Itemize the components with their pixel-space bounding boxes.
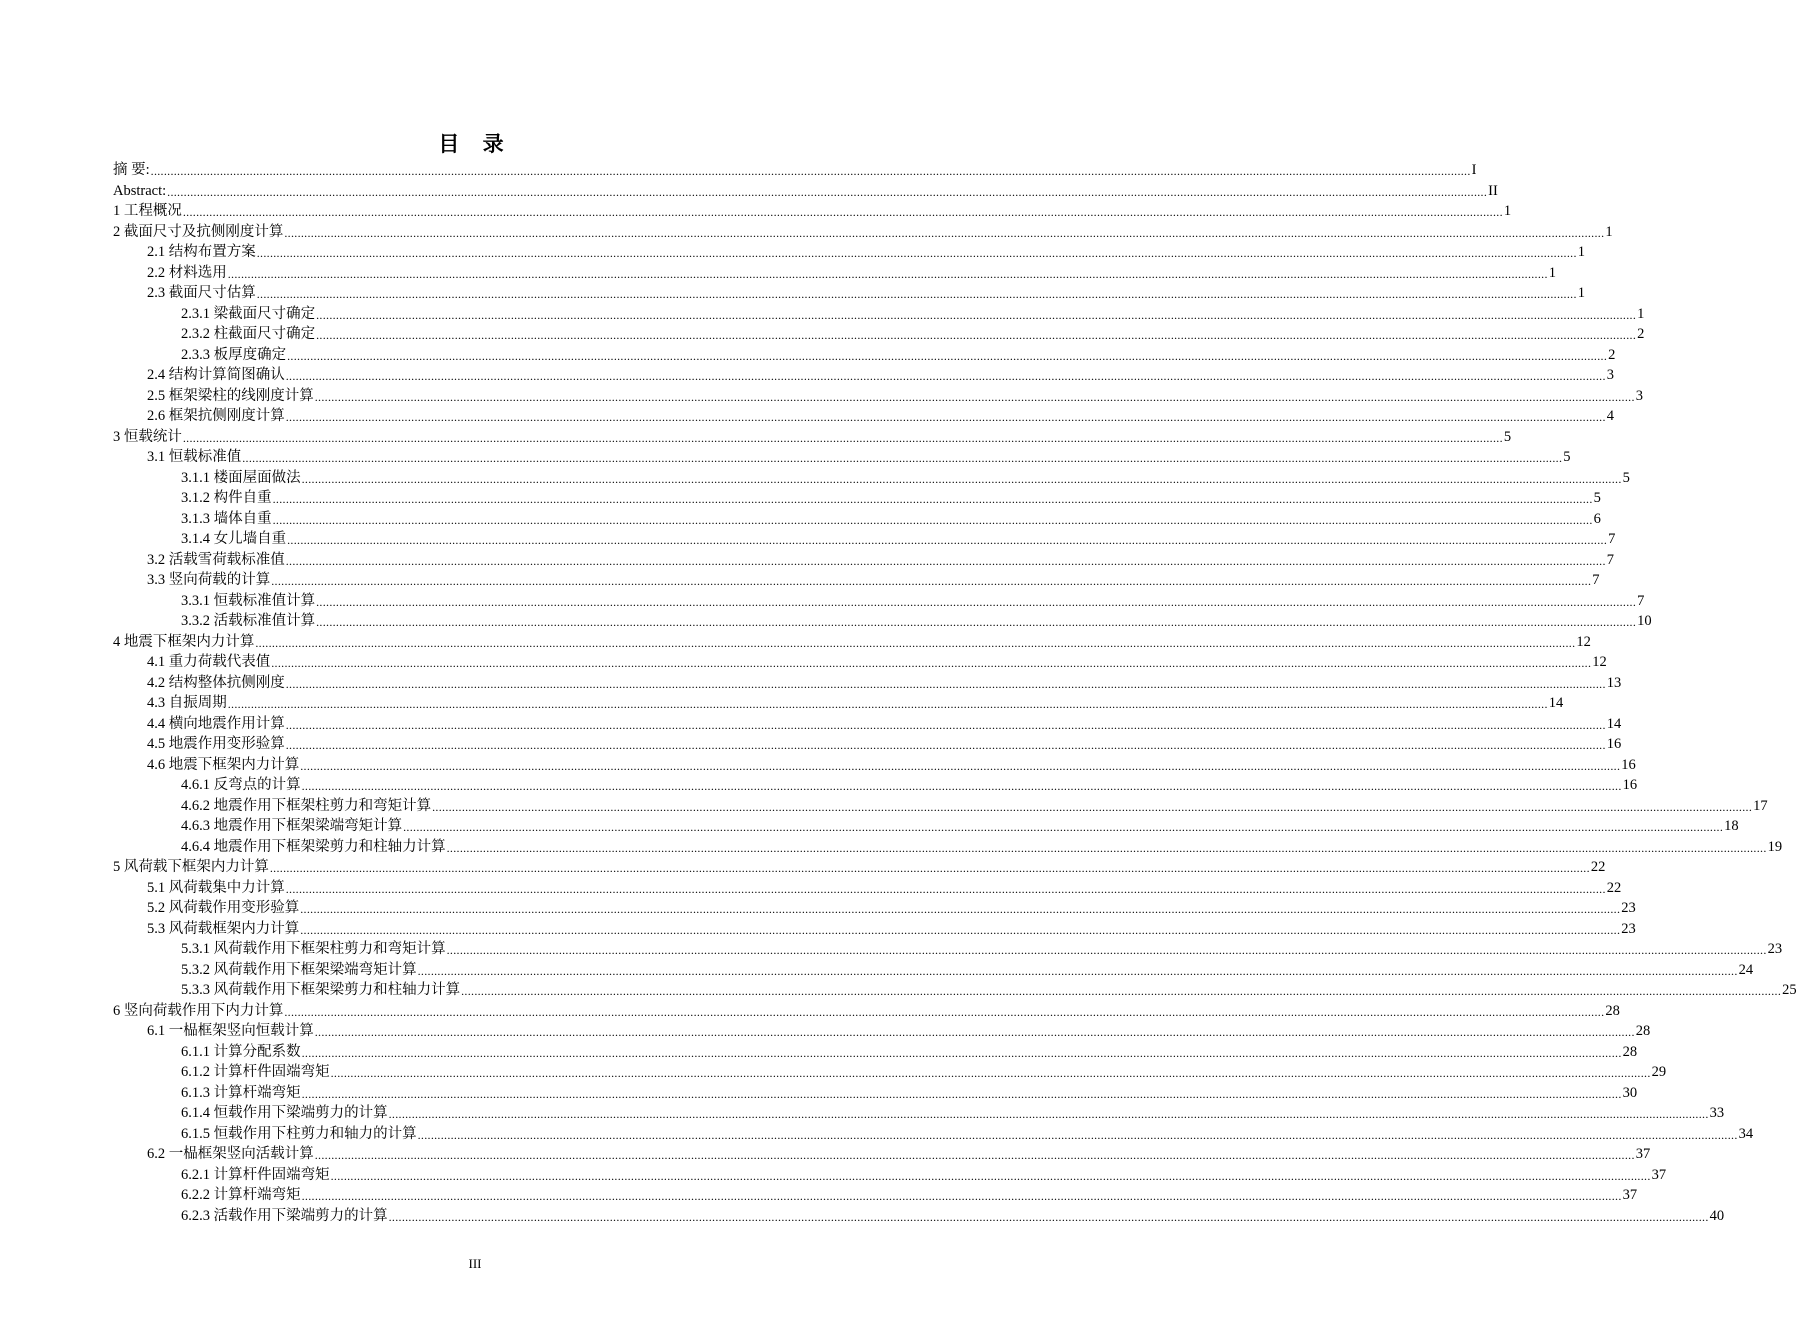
- dot-leader: ................................................................................................................................................................................................................................................................................................................................................................................................................: [314, 389, 1635, 404]
- dot-leader: ................................................................................................................................................................................................................................................................................................................................................................................................................: [388, 1107, 1709, 1121]
- toc-entry-page-number: 25: [1782, 982, 1797, 998]
- dot-leader: ................................................................................................................................................................................................................................................................................................................................................................................................................: [388, 1209, 1709, 1224]
- toc-entry[interactable]: [181, 774, 1638, 794]
- dot-leader: ................................................................................................................................................................................................................................................................................................................................................................................................................: [316, 328, 1637, 342]
- toc-entry-label: 4.6 地震下框架内力计算: [147, 756, 300, 773]
- toc-entry[interactable]: [147, 364, 1614, 384]
- toc-entry-page-number: 23: [1621, 900, 1636, 916]
- toc-entry-label: 5 风荷载下框架内力计算: [113, 859, 269, 875]
- toc-entry-label: 5.3.3 风荷载作用下框架梁剪力和柱轴力计算: [181, 982, 461, 998]
- toc-entry-label: 2.3 截面尺寸估算: [147, 285, 256, 301]
- dot-leader: ................................................................................................................................................................................................................................................................................................................................................................................................................: [269, 861, 1590, 875]
- toc-entry-page-number: 22: [1590, 859, 1606, 875]
- page-number-footer: III: [468, 1256, 482, 1271]
- toc-entry[interactable]: [181, 959, 1754, 979]
- toc-entry-label: 4.2 结构整体抗侧刚度: [147, 674, 285, 691]
- dot-leader: ................................................................................................................................................................................................................................................................................................................................................................................................................: [403, 820, 1724, 834]
- toc-entry[interactable]: [147, 241, 1585, 261]
- toc-entry-page-number: 12: [1576, 633, 1591, 650]
- toc-entry-page-number: 34: [1738, 1125, 1754, 1142]
- toc-entry[interactable]: [113, 221, 1613, 241]
- toc-entry[interactable]: [181, 938, 1783, 958]
- toc-entry-page-number: 5: [1503, 428, 1512, 445]
- toc-entry-label: 4 地震下框架内力计算: [113, 633, 255, 650]
- toc-entry[interactable]: [181, 323, 1645, 343]
- dot-leader: ................................................................................................................................................................................................................................................................................................................................................................................................................: [330, 1066, 1651, 1080]
- toc-entry[interactable]: [113, 159, 1477, 179]
- toc-entry-label: 6.2.3 活载作用下梁端剪力的计算: [181, 1207, 388, 1224]
- toc-entry-label: 6.1 一榀框架竖向恒载计算: [147, 1023, 314, 1039]
- toc-entry-label: 6.1.3 计算杆端弯矩: [181, 1084, 301, 1101]
- toc-entry-page-number: 5: [1593, 490, 1601, 506]
- toc-entry[interactable]: [181, 590, 1645, 610]
- toc-entry-page-number: 14: [1606, 715, 1622, 732]
- toc-entry[interactable]: [181, 508, 1601, 528]
- toc-entry[interactable]: [147, 1020, 1651, 1040]
- dot-leader: ................................................................................................................................................................................................................................................................................................................................................................................................................: [182, 430, 1503, 445]
- toc-entry-page-number: 30: [1622, 1084, 1638, 1101]
- toc-entry-page-number: 24: [1738, 961, 1754, 978]
- toc-entry-page-number: 28: [1622, 1043, 1638, 1060]
- toc-entry-label: 2.3.2 柱截面尺寸确定: [181, 326, 316, 342]
- toc-entry-page-number: 4: [1606, 408, 1614, 424]
- dot-leader: ................................................................................................................................................................................................................................................................................................................................................................................................................: [314, 1148, 1635, 1162]
- dot-leader: ................................................................................................................................................................................................................................................................................................................................................................................................................: [284, 225, 1605, 240]
- toc-entry-label: 3.1.1 楼面屋面做法: [181, 469, 301, 486]
- toc-entry-page-number: 10: [1637, 613, 1652, 629]
- toc-entry[interactable]: [181, 979, 1797, 999]
- toc-entry-page-number: 7: [1608, 531, 1616, 547]
- toc-entry-label: 2.3.1 梁截面尺寸确定: [181, 305, 316, 322]
- toc-entry-label: 2 截面尺寸及抗侧刚度计算: [113, 223, 284, 240]
- toc-entry-label: 4.6.1 反弯点的计算: [181, 777, 301, 793]
- toc-entry[interactable]: [147, 446, 1571, 466]
- toc-entry[interactable]: [147, 282, 1585, 302]
- toc-entry-page-number: 29: [1651, 1064, 1667, 1080]
- toc-entry[interactable]: [181, 1123, 1754, 1143]
- toc-entry-page-number: 3: [1635, 387, 1643, 404]
- dot-leader: ................................................................................................................................................................................................................................................................................................................................................................................................................: [271, 656, 1592, 670]
- toc-entry-page-number: 14: [1548, 695, 1564, 711]
- toc-entry-page-number: 33: [1709, 1105, 1725, 1121]
- toc-entry-label: 2.4 结构计算简图确认: [147, 367, 285, 383]
- toc-entry-page-number: 1: [1503, 203, 1512, 219]
- toc-entry[interactable]: [181, 1102, 1725, 1122]
- dot-leader: ................................................................................................................................................................................................................................................................................................................................................................................................................: [316, 615, 1637, 629]
- toc-entry-label: 3.3.1 恒载标准值计算: [181, 592, 316, 609]
- dot-leader: ................................................................................................................................................................................................................................................................................................................................................................................................................: [285, 676, 1606, 691]
- toc-entry[interactable]: [181, 303, 1645, 323]
- dot-leader: ................................................................................................................................................................................................................................................................................................................................................................................................................: [301, 471, 1622, 486]
- toc-entry[interactable]: [181, 344, 1616, 364]
- page-title: 目 录: [438, 132, 512, 156]
- toc-entry-page-number: 3: [1606, 367, 1614, 383]
- toc-entry[interactable]: [147, 877, 1622, 897]
- dot-leader: ................................................................................................................................................................................................................................................................................................................................................................................................................: [150, 164, 1471, 178]
- toc-entry-page-number: 37: [1635, 1146, 1651, 1162]
- toc-entry-label: 6.2.1 计算杆件固端弯矩: [181, 1166, 330, 1183]
- toc-entry-page-number: 23: [1767, 941, 1783, 957]
- dot-leader: ................................................................................................................................................................................................................................................................................................................................................................................................................: [242, 451, 1563, 465]
- toc-entry-label: 3.1.2 构件自重: [181, 490, 272, 506]
- toc-entry[interactable]: [181, 1164, 1667, 1184]
- toc-entry[interactable]: [181, 795, 1768, 815]
- toc-entry-page-number: 17: [1753, 797, 1768, 814]
- dot-leader: ................................................................................................................................................................................................................................................................................................................................................................................................................: [227, 266, 1548, 281]
- toc-entry-page-number: 1: [1548, 264, 1556, 281]
- toc-entry[interactable]: [181, 487, 1601, 507]
- toc-entry-label: 2.5 框架梁柱的线刚度计算: [147, 387, 314, 404]
- toc-entry-page-number: 2: [1637, 326, 1645, 342]
- toc-entry-page-number: 18: [1724, 818, 1739, 834]
- dot-leader: ................................................................................................................................................................................................................................................................................................................................................................................................................: [446, 943, 1767, 957]
- dot-leader: ................................................................................................................................................................................................................................................................................................................................................................................................................: [256, 246, 1577, 260]
- toc-entry-page-number: 5: [1563, 449, 1571, 465]
- toc-entry-label: 3.1.3 墙体自重: [181, 510, 272, 527]
- toc-entry[interactable]: [181, 1061, 1667, 1081]
- toc-entry-label: 6.1.2 计算杆件固端弯矩: [181, 1064, 330, 1080]
- dot-leader: ................................................................................................................................................................................................................................................................................................................................................................................................................: [417, 1127, 1738, 1142]
- dot-leader: ................................................................................................................................................................................................................................................................................................................................................................................................................: [287, 348, 1608, 363]
- toc-entry-page-number: 1: [1637, 305, 1645, 322]
- dot-leader: ................................................................................................................................................................................................................................................................................................................................................................................................................: [287, 533, 1608, 547]
- toc-entry-page-number: 37: [1622, 1187, 1638, 1203]
- toc-entry-label: 6.1.5 恒载作用下柱剪力和轴力的计算: [181, 1125, 417, 1142]
- toc-entry[interactable]: [181, 836, 1783, 856]
- toc-entry-label: 4.3 自振周期: [147, 695, 227, 711]
- toc-entry-label: 5.2 风荷载作用变形验算: [147, 900, 300, 916]
- dot-leader: ................................................................................................................................................................................................................................................................................................................................................................................................................: [432, 799, 1753, 814]
- toc-entry-page-number: 1: [1605, 223, 1613, 240]
- toc-entry[interactable]: [147, 405, 1614, 425]
- dot-leader: ................................................................................................................................................................................................................................................................................................................................................................................................................: [461, 984, 1782, 998]
- dot-leader: ................................................................................................................................................................................................................................................................................................................................................................................................................: [227, 697, 1548, 711]
- dot-leader: ................................................................................................................................................................................................................................................................................................................................................................................................................: [285, 717, 1606, 732]
- toc-entry[interactable]: [147, 918, 1636, 938]
- toc-entry-page-number: 13: [1606, 674, 1622, 691]
- toc-entry-label: 3 恒载统计: [113, 428, 182, 445]
- toc-entry-label: 4.4 横向地震作用计算: [147, 715, 285, 732]
- dot-leader: ................................................................................................................................................................................................................................................................................................................................................................................................................: [330, 1168, 1651, 1183]
- toc-entry[interactable]: [147, 549, 1614, 569]
- toc-entry[interactable]: [147, 672, 1622, 692]
- dot-leader: ................................................................................................................................................................................................................................................................................................................................................................................................................: [300, 902, 1621, 916]
- toc-entry-label: 3.3 竖向荷载的计算: [147, 572, 271, 588]
- toc-entry[interactable]: [147, 569, 1600, 589]
- toc-entry[interactable]: [113, 200, 1512, 220]
- dot-leader: ................................................................................................................................................................................................................................................................................................................................................................................................................: [272, 492, 1593, 506]
- toc-entry[interactable]: [181, 528, 1616, 548]
- toc-entry-page-number: 7: [1592, 572, 1600, 588]
- dot-leader: ................................................................................................................................................................................................................................................................................................................................................................................................................: [272, 512, 1593, 527]
- dot-leader: ................................................................................................................................................................................................................................................................................................................................................................................................................: [255, 635, 1576, 650]
- toc-entry-label: Abstract:: [113, 182, 167, 199]
- toc-entry[interactable]: [181, 610, 1652, 630]
- toc-entry-label: 4.6.4 地震作用下框架梁剪力和柱轴力计算: [181, 838, 446, 855]
- toc-entry[interactable]: [181, 1184, 1638, 1204]
- dot-leader: ................................................................................................................................................................................................................................................................................................................................................................................................................: [301, 1189, 1622, 1203]
- toc-entry-label: 4.1 重力荷载代表值: [147, 654, 271, 670]
- toc-entry-page-number: 37: [1651, 1166, 1667, 1183]
- toc-entry-label: 6.1.1 计算分配系数: [181, 1043, 301, 1060]
- toc-entry-label: 4.5 地震作用变形验算: [147, 736, 285, 752]
- toc-entry-page-number: 16: [1621, 756, 1636, 773]
- toc-entry-page-number: II: [1488, 182, 1498, 199]
- toc-entry[interactable]: [147, 651, 1607, 671]
- dot-leader: ................................................................................................................................................................................................................................................................................................................................................................................................................: [284, 1004, 1605, 1019]
- toc-entry-page-number: 16: [1622, 777, 1638, 793]
- toc-entry-page-number: 12: [1592, 654, 1607, 670]
- dot-leader: ................................................................................................................................................................................................................................................................................................................................................................................................................: [182, 205, 1503, 219]
- toc-entry-page-number: I: [1471, 162, 1477, 178]
- toc-entry[interactable]: [113, 1000, 1620, 1020]
- dot-leader: ................................................................................................................................................................................................................................................................................................................................................................................................................: [285, 553, 1606, 568]
- dot-leader: ................................................................................................................................................................................................................................................................................................................................................................................................................: [301, 1045, 1622, 1060]
- toc-entry[interactable]: [113, 180, 1498, 200]
- dot-leader: ................................................................................................................................................................................................................................................................................................................................................................................................................: [271, 574, 1592, 588]
- toc-entry-label: 4.6.3 地震作用下框架梁端弯矩计算: [181, 818, 403, 834]
- toc-entry[interactable]: [147, 692, 1564, 712]
- toc-entry[interactable]: [147, 733, 1622, 753]
- toc-entry[interactable]: [113, 631, 1591, 651]
- toc-entry[interactable]: [113, 426, 1512, 446]
- toc-entry-page-number: 1: [1577, 244, 1585, 260]
- toc-entry-page-number: 7: [1637, 592, 1645, 609]
- dot-leader: ................................................................................................................................................................................................................................................................................................................................................................................................................: [300, 758, 1621, 773]
- toc-entry-page-number: 5: [1622, 469, 1630, 486]
- toc-entry[interactable]: [181, 1082, 1638, 1102]
- toc-entry-page-number: 16: [1606, 736, 1622, 752]
- toc-entry-label: 2.2 材料选用: [147, 264, 227, 281]
- toc-entry-page-number: 28: [1605, 1002, 1620, 1019]
- dot-leader: ................................................................................................................................................................................................................................................................................................................................................................................................................: [167, 184, 1488, 199]
- toc-entry-label: 3.1.4 女儿墙自重: [181, 531, 287, 547]
- toc-entry[interactable]: [181, 1041, 1638, 1061]
- toc-entry-page-number: 23: [1621, 920, 1636, 937]
- toc-entry[interactable]: [181, 815, 1739, 835]
- dot-leader: ................................................................................................................................................................................................................................................................................................................................................................................................................: [314, 1025, 1635, 1039]
- toc-entry-label: 6.1.4 恒载作用下梁端剪力的计算: [181, 1105, 388, 1121]
- dot-leader: ................................................................................................................................................................................................................................................................................................................................................................................................................: [256, 287, 1577, 301]
- toc-entry-label: 6 竖向荷载作用下内力计算: [113, 1002, 284, 1019]
- toc-entry-label: 3.3.2 活载标准值计算: [181, 613, 316, 629]
- toc-entry[interactable]: [147, 754, 1636, 774]
- toc-entry[interactable]: [147, 713, 1622, 733]
- dot-leader: ................................................................................................................................................................................................................................................................................................................................................................................................................: [285, 881, 1606, 896]
- toc-entry-label: 3.2 活载雪荷载标准值: [147, 551, 285, 568]
- toc-entry-page-number: 2: [1608, 346, 1616, 363]
- toc-entry-page-number: 22: [1606, 879, 1622, 896]
- dot-leader: ................................................................................................................................................................................................................................................................................................................................................................................................................: [285, 410, 1606, 424]
- toc-entry[interactable]: [147, 1143, 1651, 1163]
- toc-entry-label: 1 工程概况: [113, 203, 182, 219]
- toc-entry-page-number: 6: [1593, 510, 1601, 527]
- dot-leader: ................................................................................................................................................................................................................................................................................................................................................................................................................: [446, 840, 1767, 855]
- dot-leader: ................................................................................................................................................................................................................................................................................................................................................................................................................: [316, 594, 1637, 609]
- toc-entry-page-number: 28: [1635, 1023, 1651, 1039]
- dot-leader: ................................................................................................................................................................................................................................................................................................................................................................................................................: [300, 922, 1621, 937]
- dot-leader: ................................................................................................................................................................................................................................................................................................................................................................................................................: [285, 369, 1606, 383]
- toc-entry-label: 3.1 恒载标准值: [147, 449, 242, 465]
- toc-entry-label: 5.3 风荷载框架内力计算: [147, 920, 300, 937]
- dot-leader: ................................................................................................................................................................................................................................................................................................................................................................................................................: [301, 1086, 1622, 1101]
- toc-entry-page-number: 7: [1606, 551, 1614, 568]
- toc-entry-label: 2.3.3 板厚度确定: [181, 346, 287, 363]
- toc-entry-label: 5.3.1 风荷载作用下框架柱剪力和弯矩计算: [181, 941, 446, 957]
- toc-entry[interactable]: [181, 1205, 1725, 1225]
- toc-entry-label: 2.1 结构布置方案: [147, 244, 256, 260]
- toc-entry[interactable]: [147, 262, 1556, 282]
- toc-entry[interactable]: [113, 856, 1606, 876]
- dot-leader: ................................................................................................................................................................................................................................................................................................................................................................................................................: [417, 963, 1738, 978]
- toc-entry-label: 6.2.2 计算杆端弯矩: [181, 1187, 301, 1203]
- dot-leader: ................................................................................................................................................................................................................................................................................................................................................................................................................: [285, 738, 1606, 752]
- toc-entry-label: 摘 要:: [113, 162, 150, 178]
- toc-entry-label: 6.2 一榀框架竖向活载计算: [147, 1146, 314, 1162]
- toc-entry[interactable]: [147, 897, 1636, 917]
- toc-entry-page-number: 40: [1709, 1207, 1725, 1224]
- toc-entry-page-number: 1: [1577, 285, 1585, 301]
- toc-entry[interactable]: [181, 467, 1630, 487]
- toc-entry[interactable]: [147, 385, 1643, 405]
- toc-entry-page-number: 19: [1767, 838, 1783, 855]
- dot-leader: ................................................................................................................................................................................................................................................................................................................................................................................................................: [316, 307, 1637, 322]
- toc-entry-label: 5.1 风荷载集中力计算: [147, 879, 285, 896]
- toc-entry-label: 4.6.2 地震作用下框架柱剪力和弯矩计算: [181, 797, 432, 814]
- toc-entry-label: 5.3.2 风荷载作用下框架梁端弯矩计算: [181, 961, 417, 978]
- toc-entry-label: 2.6 框架抗侧刚度计算: [147, 408, 285, 424]
- dot-leader: ................................................................................................................................................................................................................................................................................................................................................................................................................: [301, 779, 1622, 793]
